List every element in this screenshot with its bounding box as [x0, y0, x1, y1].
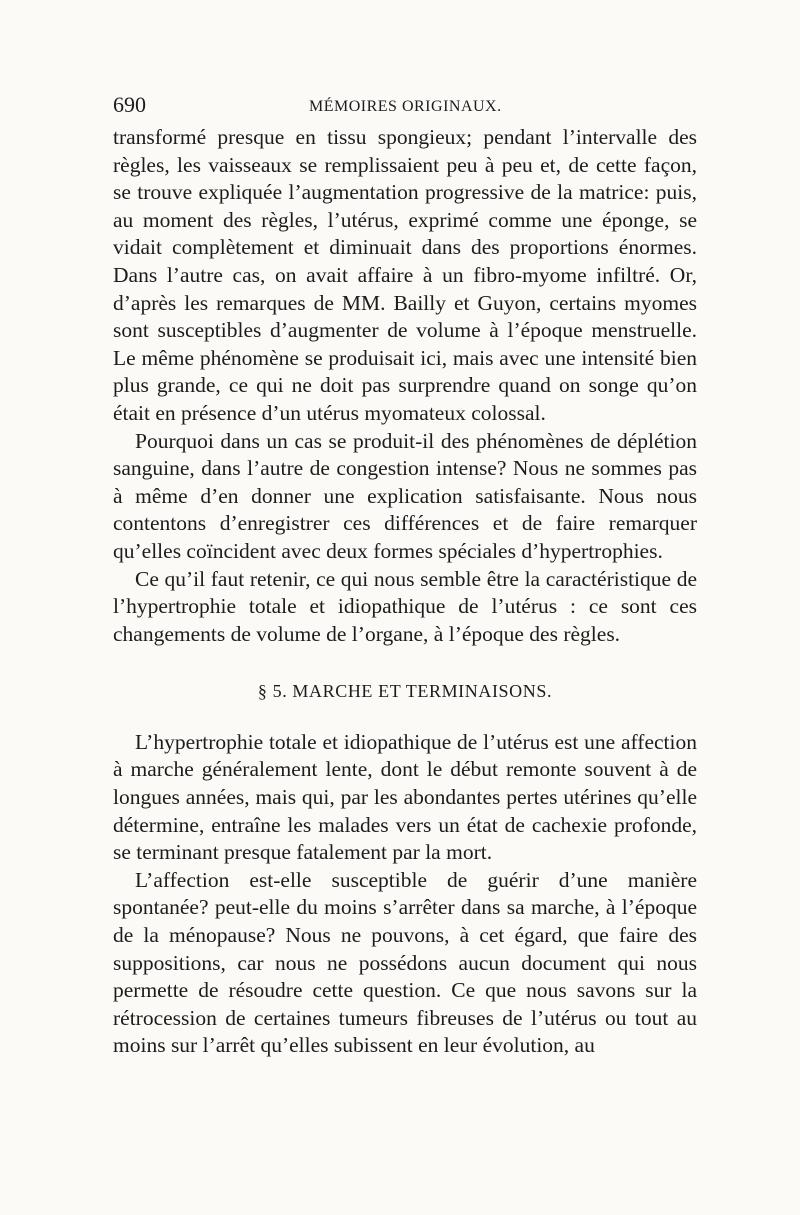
paragraph: Ce qu’il faut retenir, ce qui nous semble être la caractéristique de l’hypertrophie totale et idiopathique de l’utérus : ce sont ces changements de volume de l’organe, à l’époque des règles. — [113, 566, 697, 646]
paragraph: Pourquoi dans un cas se produit-il des phénomènes de déplétion sanguine, dans l’autre de congestion intense? Nous ne sommes pas à même d’en donner une explication satisfaisante. Nous nous contentons d’enregistrer ces différences et de faire remarquer qu’elles coïncident avec deux formes spéciales d’hypertrophies. — [113, 428, 697, 563]
page-header — [113, 92, 697, 122]
running-title: MÉMOIRES ORIGINAUX. — [309, 98, 502, 115]
paragraph-continued: transformé presque en tissu spongieux; pendant l’intervalle des règles, les vaisseaux se remplissaient peu à peu et, de cette façon, se trouve expliquée l’augmentation progressive de la matrice: puis, au moment des règles, l’utérus, exprimé comme une éponge, se vidait complètement et diminuait dans des proportions énormes. Dans l’autre cas, on avait affaire à un fibro-myome infiltré. Or, d’après les remarques de MM. Bailly et Guyon, certains myomes sont susceptibles d’augmenter de volume à l’époque menstruelle. Le même phénomène se produisait ici, mais avec une intensité bien plus grande, ce qui ne doit pas surprendre quand on songe qu’on était en présence d’un utérus myomateux colossal. — [113, 125, 697, 425]
page-number: 690 — [113, 92, 146, 117]
paragraph: L’affection est-elle susceptible de guérir d’une manière spontanée? peut-elle du moins s’arrêter dans sa marche, à l’époque de la ménopause? Nous ne pouvons, à cet égard, que faire des suppositions, car nous ne possédons aucun document qui nous permette de résoudre cette question. Ce que nous savons sur la rétrocession de certaines tumeurs fibreuses de l’utérus ou tout au moins sur l’arrêt qu’elles subissent en leur évolution, au — [113, 867, 697, 1058]
book-page — [113, 92, 697, 1060]
body-text — [113, 124, 697, 1060]
paragraph: L’hypertrophie totale et idiopathique de l’utérus est une affection à marche généralement lente, dont le début remonte souvent à de longues années, mais qui, par les abondantes pertes utérines qu’elle détermine, entraîne les malades vers un état de cachexie profonde, se terminant presque fatalement par la mort. — [113, 729, 697, 865]
section-heading: § 5. MARCHE ET TERMINAISONS. — [257, 681, 553, 702]
